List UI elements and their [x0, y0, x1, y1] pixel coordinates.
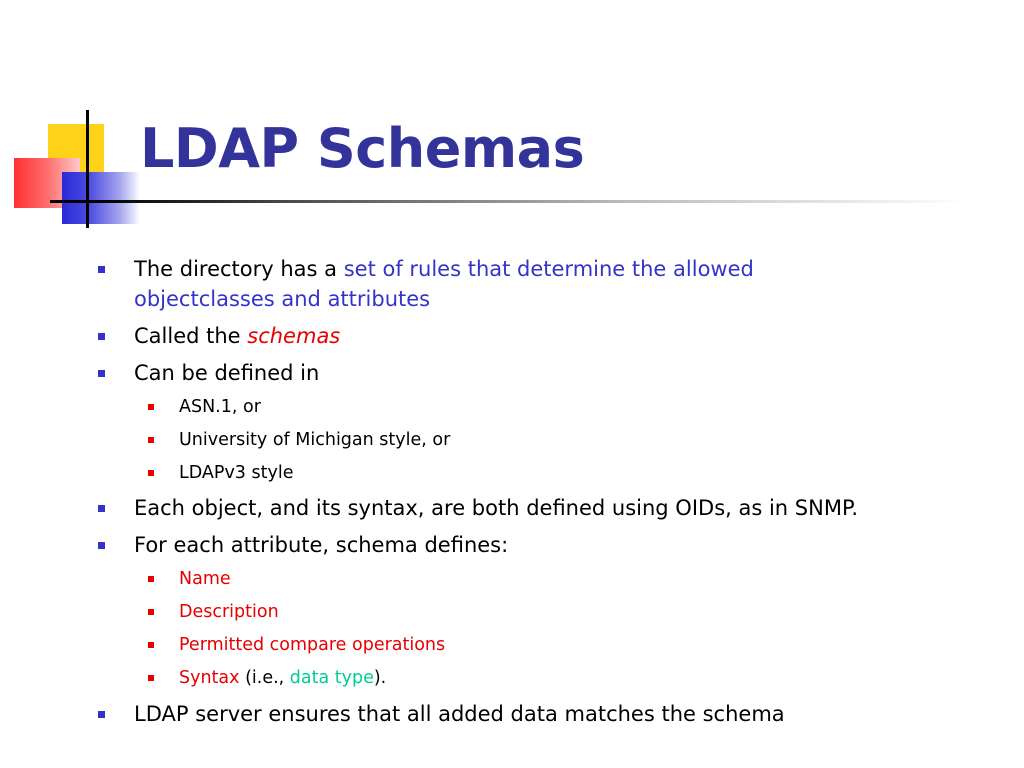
- bullet-text: Called the: [134, 324, 248, 348]
- syntax-term: Syntax: [179, 668, 240, 688]
- sub-bullet-square-icon: [148, 642, 154, 648]
- bullet-item-attribute-defines: [134, 530, 508, 560]
- sub-bullet-text: LDAPv3 style: [179, 463, 294, 483]
- bullet-item-server-ensures: [134, 699, 785, 729]
- sub-bullet-square-icon: [148, 404, 154, 410]
- slide-title: LDAP Schemas: [140, 117, 585, 180]
- sub-bullet-text: Description: [179, 602, 279, 622]
- bullet-square-icon: [98, 505, 105, 512]
- sub-bullet-square-icon: [148, 437, 154, 443]
- bullet-item-oids: [134, 493, 858, 523]
- bullet-square-icon: [98, 711, 105, 718]
- bullet-text: The directory has a: [134, 257, 344, 281]
- syntax-middle: (i.e.,: [239, 668, 290, 688]
- bullet-highlight: schemas: [247, 324, 341, 348]
- sub-bullet-item: [179, 460, 293, 486]
- bullet-highlight: set of rules that determine the allowed: [343, 257, 754, 281]
- bullet-item-directory-rules-continued: [134, 284, 430, 314]
- sub-bullet-item: [179, 632, 445, 658]
- bullet-text: LDAP server ensures that all added data matches the schema: [134, 702, 785, 726]
- sub-bullet-square-icon: [148, 609, 154, 615]
- sub-bullet-text: Permitted compare operations: [179, 635, 446, 655]
- bullet-square-icon: [98, 333, 105, 340]
- sub-bullet-square-icon: [148, 470, 154, 476]
- bullet-square-icon: [98, 370, 105, 377]
- bullet-item-called-schemas: [134, 321, 340, 351]
- sub-bullet-item: [179, 566, 231, 592]
- bullet-item-defined-in: [134, 358, 319, 388]
- sub-bullet-item: [179, 427, 450, 453]
- sub-bullet-text: Name: [179, 569, 231, 589]
- sub-bullet-square-icon: [148, 576, 154, 582]
- bullet-highlight: objectclasses and attributes: [134, 287, 431, 311]
- sub-bullet-square-icon: [148, 675, 154, 681]
- syntax-highlight: data type: [289, 668, 374, 688]
- sub-bullet-item: [179, 599, 279, 625]
- syntax-suffix: ).: [373, 668, 387, 688]
- bullet-text: For each attribute, schema defines:: [134, 533, 509, 557]
- sub-bullet-item-syntax: [179, 665, 386, 691]
- bullet-item-directory-rules: [134, 254, 754, 284]
- bullet-text: Each object, and its syntax, are both defined using OIDs, as in SNMP.: [134, 496, 859, 520]
- bullet-text: Can be defined in: [134, 361, 320, 385]
- bullet-square-icon: [98, 542, 105, 549]
- sub-bullet-text: ASN.1, or: [179, 397, 261, 417]
- bullet-square-icon: [98, 266, 105, 273]
- sub-bullet-item: [179, 394, 261, 420]
- sub-bullet-text: University of Michigan style, or: [179, 430, 451, 450]
